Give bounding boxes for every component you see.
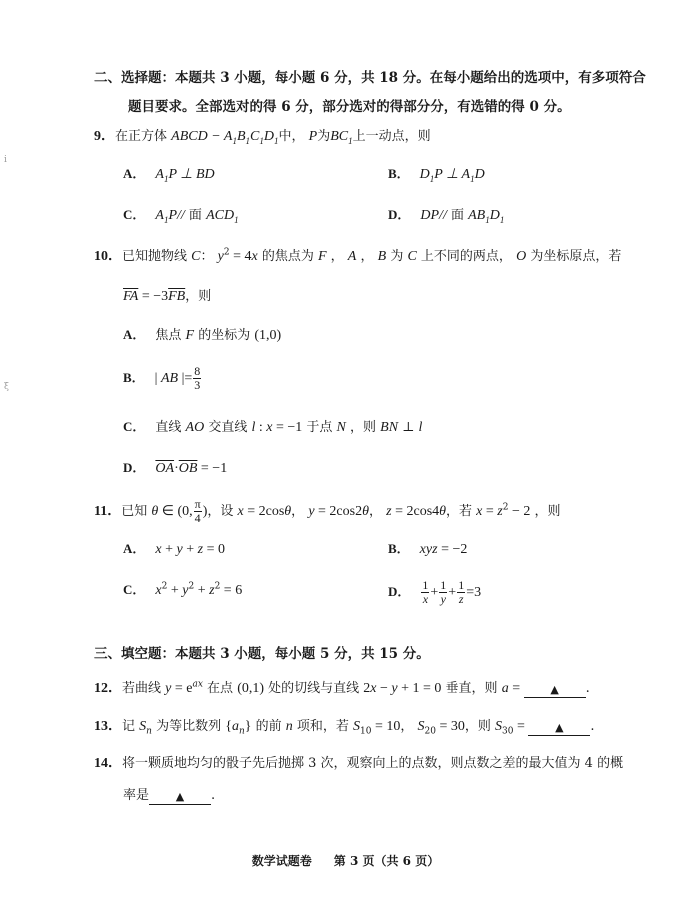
question-11-option-a: A． x + y + z = 0 <box>123 541 225 557</box>
question-14-stem-line2: 率是 ▲ . <box>123 788 216 803</box>
scan-mark: ξ <box>4 382 9 392</box>
question-9-option-c: C． $A_1P//$ 面 $ACD_1$ <box>123 207 239 225</box>
question-9-stem: 9．在正方体 ABCD − $A_1B_1C_1D_1$中， P为$BC_1$上一动点，则 <box>94 129 431 146</box>
question-10-option-d: D． $\overline{OA}\cdot\overline{OB} = -1$ <box>123 460 228 476</box>
question-11-option-b: B． xyz = −2 <box>388 541 468 557</box>
question-13-stem: 13．记 $S_n$ 为等比数列 $\{a_n\}$ 的前 n 项和，若 $S_{10} = 10$， $S_{20} = 30$，则 $S_{30}$ = ▲ . <box>94 719 595 737</box>
section-2-heading-line2: 题目要求。全部选对的得 6 分，部分选对的得部分分，有选错的得 0 分。 <box>128 99 571 115</box>
question-14-stem-line1: 14．将一颗质地均匀的骰子先后抛掷 3 次，观察向上的点数，则点数之差的最大值为 4 的概 <box>94 756 624 771</box>
question-10-option-a: A． 焦点 F 的坐标为 (1,0) <box>123 327 282 343</box>
question-9-option-a: A． $A_1P$ ⊥ BD <box>123 166 215 184</box>
question-11-option-d: D． $\frac{1}{x}$ + $\frac{1}{y}$ + $\frac{1}{z}$ =3 <box>388 578 482 606</box>
question-10-stem-line1: 10．已知抛物线 C： $y^2 = 4x$ 的焦点为 F ， A ， B 为 C 上不同的两点， O 为坐标原点，若 <box>94 247 622 264</box>
question-10-option-c: C． 直线 AO 交直线 l : x = −1 于点 N ，则 BN ⊥ l <box>123 419 423 435</box>
scan-mark: ⅰ <box>4 155 7 165</box>
fraction: $\frac{8}{3}$ <box>194 364 201 392</box>
page-footer <box>0 852 691 869</box>
section-3-heading: 三、填空题：本题共 3 小题，每小题 5 分，共 15 分。 <box>94 646 430 662</box>
answer-blank[interactable]: ▲ <box>524 683 586 698</box>
question-number: 9． <box>94 129 115 144</box>
answer-blank[interactable]: ▲ <box>149 790 211 805</box>
question-10-stem-line2: $\overline{FA} = -3\overline{FB}$，则 <box>123 289 212 304</box>
question-9-option-d: D． DP// 面 $AB_1D_1$ <box>388 207 505 225</box>
math: ABCD − $A_1B_1C_1D_1$ <box>171 129 279 146</box>
page-number: 第 3 页（共 6 页） <box>333 854 440 868</box>
question-11-stem: 11．已知 θ ∈ (0, $\frac{\pi}{4}$ )，设 x = 2cosθ， y = 2cos2θ， z = 2cos4θ，若 $x = z^2 - 2$ ，则 <box>94 497 561 525</box>
question-9-option-b: B． $D_1P$ ⊥ $A_1D$ <box>388 166 485 184</box>
question-12-stem: 12．若曲线 $y = e^{ax}$ 在点 (0,1) 处的切线与直线 2x − y + 1 = 0 垂直，则 a = ▲ . <box>94 679 590 696</box>
section-2-heading-line1: 二、选择题：本题共 3 小题，每小题 6 分，共 18 分。在每小题给出的选项中，有多项符合 <box>94 70 646 86</box>
question-10-option-b: B． | AB |= $\frac{8}{3}$ <box>123 364 201 392</box>
exam-title: 数学试题卷 <box>251 854 312 868</box>
question-11-option-c: C． $x^2 + y^2 + z^2 = 6$ <box>123 581 243 598</box>
answer-blank[interactable]: ▲ <box>528 721 590 736</box>
